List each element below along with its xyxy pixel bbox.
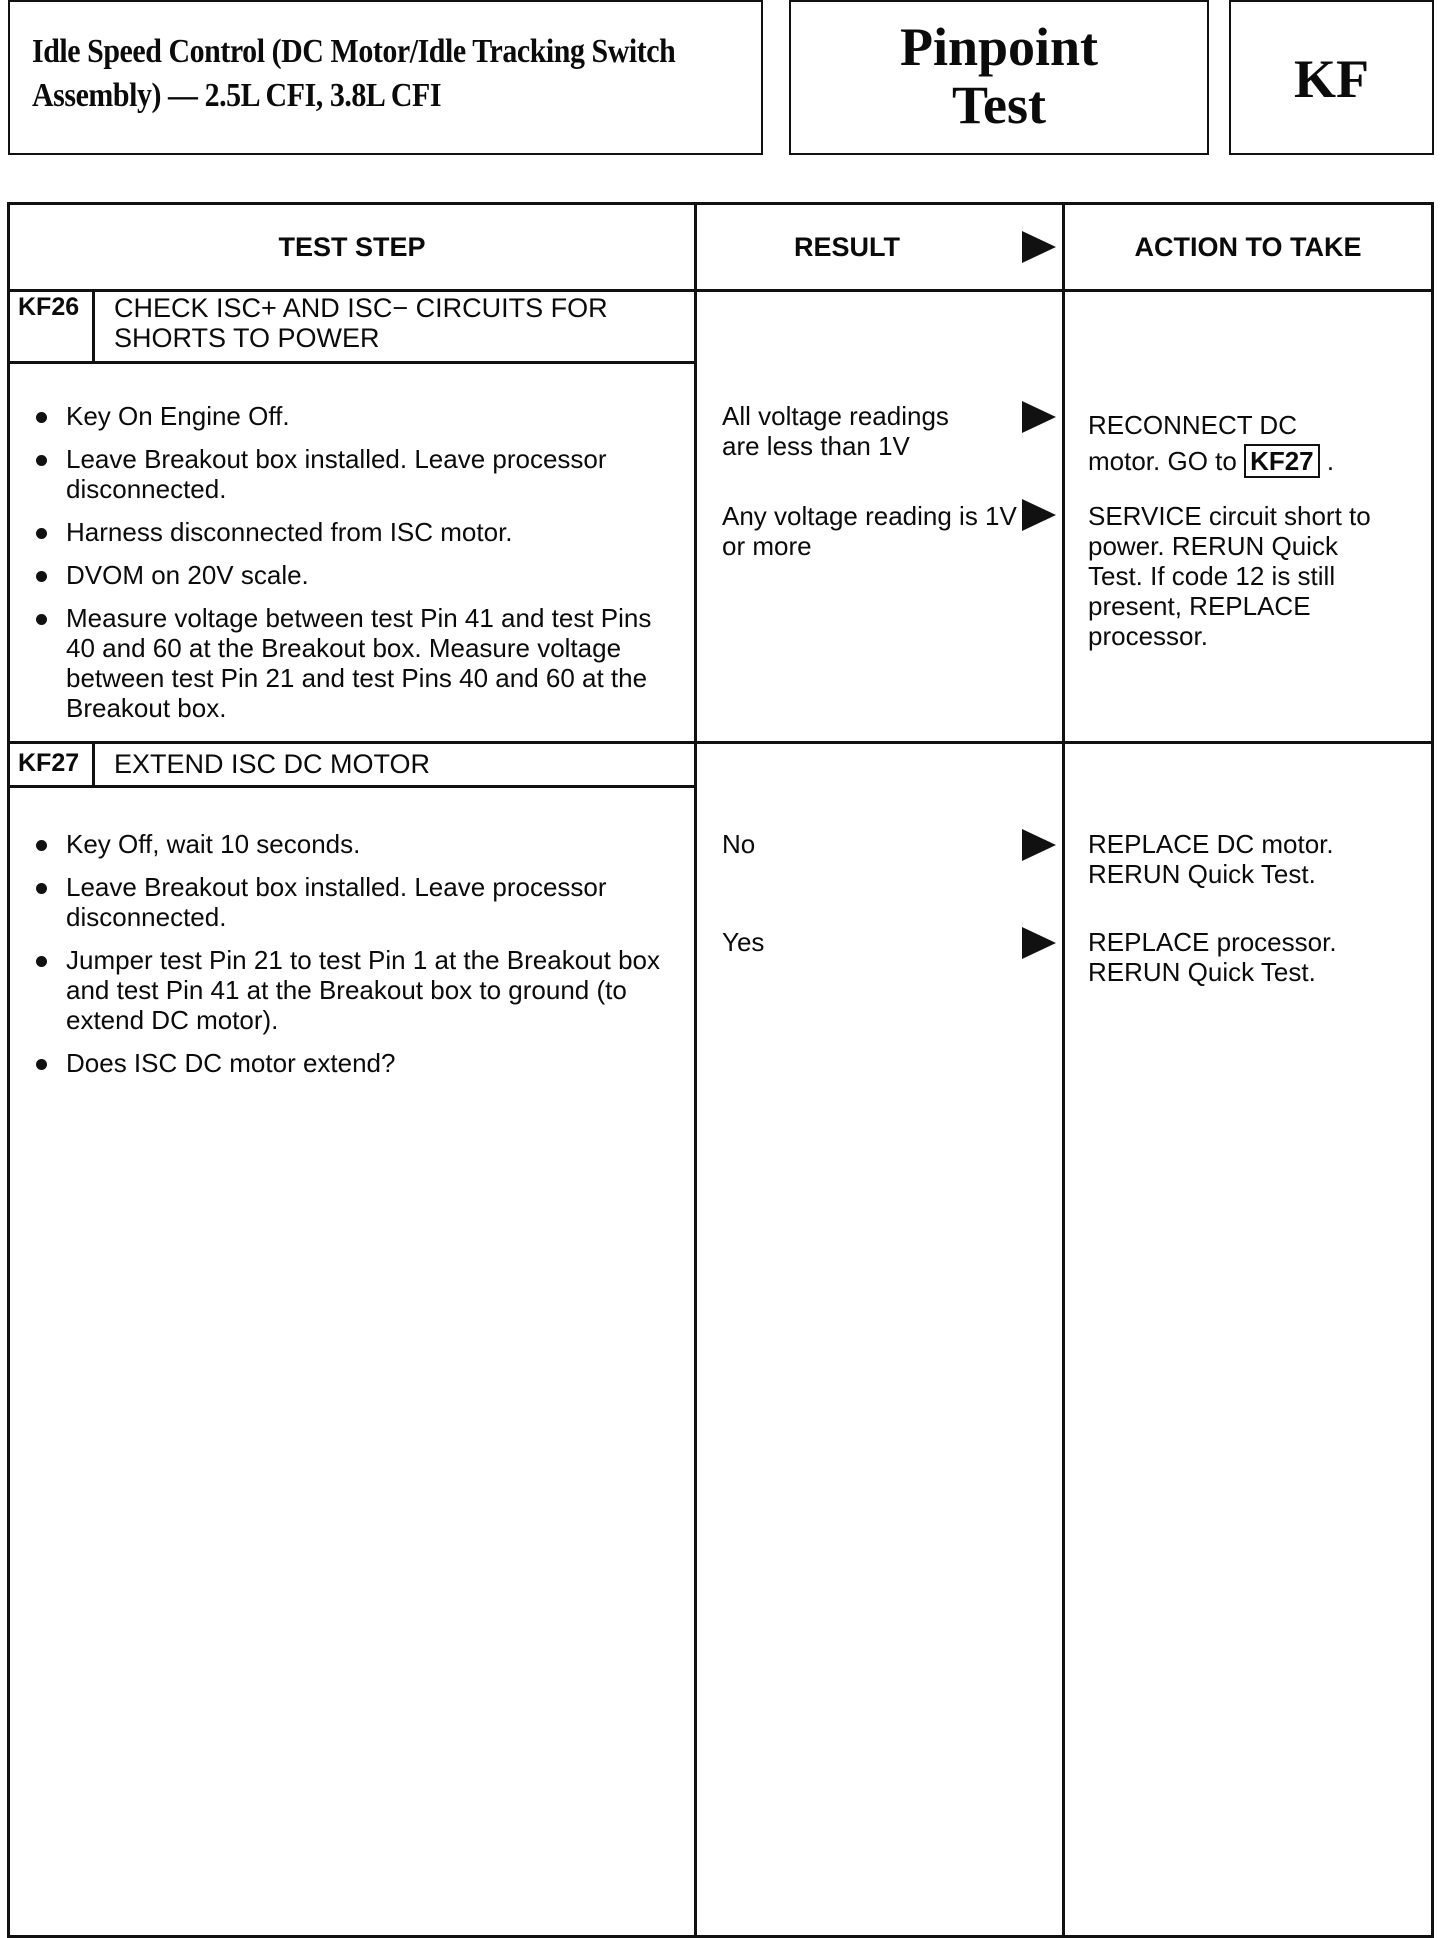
test-label: Test (951, 75, 1047, 135)
divider-result-action (1062, 205, 1065, 1935)
test-code-box (1229, 0, 1434, 155)
kf27-title-divider (10, 785, 696, 788)
kf26-action-1-end: . (1326, 446, 1335, 476)
kf26-result-2-arrow-icon (1022, 499, 1056, 531)
header-action: ACTION TO TAKE (1134, 232, 1362, 262)
kf26-bullet-list (32, 401, 682, 736)
test-code: KF (1294, 49, 1369, 109)
pinpoint-label: Pinpoint (899, 17, 1099, 77)
list-item: Key On Engine Off. (32, 401, 682, 431)
kf27-action-yes: REPLACE processor. RERUN Quick Test. (1088, 927, 1337, 987)
list-item: Leave Breakout box installed. Leave processor disconnected. (32, 444, 682, 504)
list-item: Harness disconnected from ISC motor. (32, 517, 682, 547)
kf26-result-2: Any voltage reading is 1V or more (722, 501, 1017, 561)
kf26-action-1-line2: motor. GO to (1088, 446, 1237, 476)
kf27-result-no-arrow-icon (1022, 829, 1056, 861)
kf27-action-no: REPLACE DC motor. RERUN Quick Test. (1088, 829, 1334, 889)
list-item: Does ISC DC motor extend? (32, 1048, 682, 1078)
kf26-result-1: All voltage readings are less than 1V (722, 401, 949, 461)
divider-step-result (694, 205, 697, 1935)
kf27-result-no: No (722, 829, 756, 859)
kf26-action-1-line1: RECONNECT DC (1088, 410, 1297, 440)
header-divider (10, 289, 1431, 292)
header-test-step: TEST STEP (278, 232, 426, 262)
kf26-title-divider (10, 361, 696, 364)
document-title-line2: Assembly) — 2.5L CFI, 3.8L CFI (32, 77, 442, 114)
kf27-result-yes: Yes (722, 927, 765, 957)
kf27-id-divider (92, 741, 95, 787)
kf27-bullet-list (32, 829, 682, 1091)
kf26-id-divider (92, 289, 95, 363)
step-divider (10, 741, 1431, 744)
list-item: Leave Breakout box installed. Leave processor disconnected. (32, 872, 682, 932)
pinpoint-table (7, 202, 1434, 1938)
kf27-step-id: KF27 (18, 749, 80, 777)
kf27-reference-link[interactable]: KF27 (1244, 444, 1320, 478)
document-title-box (8, 0, 763, 155)
kf27-step-title: EXTEND ISC DC MOTOR (114, 749, 431, 779)
kf26-result-1-arrow-icon (1022, 401, 1056, 433)
result-arrow-icon (1022, 231, 1056, 263)
header-result: RESULT (794, 232, 900, 262)
kf27-result-yes-arrow-icon (1022, 927, 1056, 959)
pinpoint-test-box (789, 0, 1209, 155)
kf26-action-2: SERVICE circuit short to power. RERUN Quick Test. If code 12 is still present, REPLACE processor. (1088, 501, 1371, 651)
kf26-step-title: CHECK ISC+ AND ISC− CIRCUITS FOR SHORTS TO POWER (114, 293, 608, 353)
kf26-step-id: KF26 (18, 293, 80, 321)
list-item: DVOM on 20V scale. (32, 560, 682, 590)
list-item: Measure voltage between test Pin 41 and test Pins 40 and 60 at the Breakout box. Measure voltage between test Pin 21 and test Pins 40 and 60 at the Breakout box. (32, 603, 682, 723)
document-title-line1: Idle Speed Control (DC Motor/Idle Tracking Switch (32, 33, 676, 70)
list-item: Jumper test Pin 21 to test Pin 1 at the Breakout box and test Pin 41 at the Breakout box to ground (to extend DC motor). (32, 945, 682, 1035)
kf26-action-1 (1088, 407, 1428, 479)
list-item: Key Off, wait 10 seconds. (32, 829, 682, 859)
